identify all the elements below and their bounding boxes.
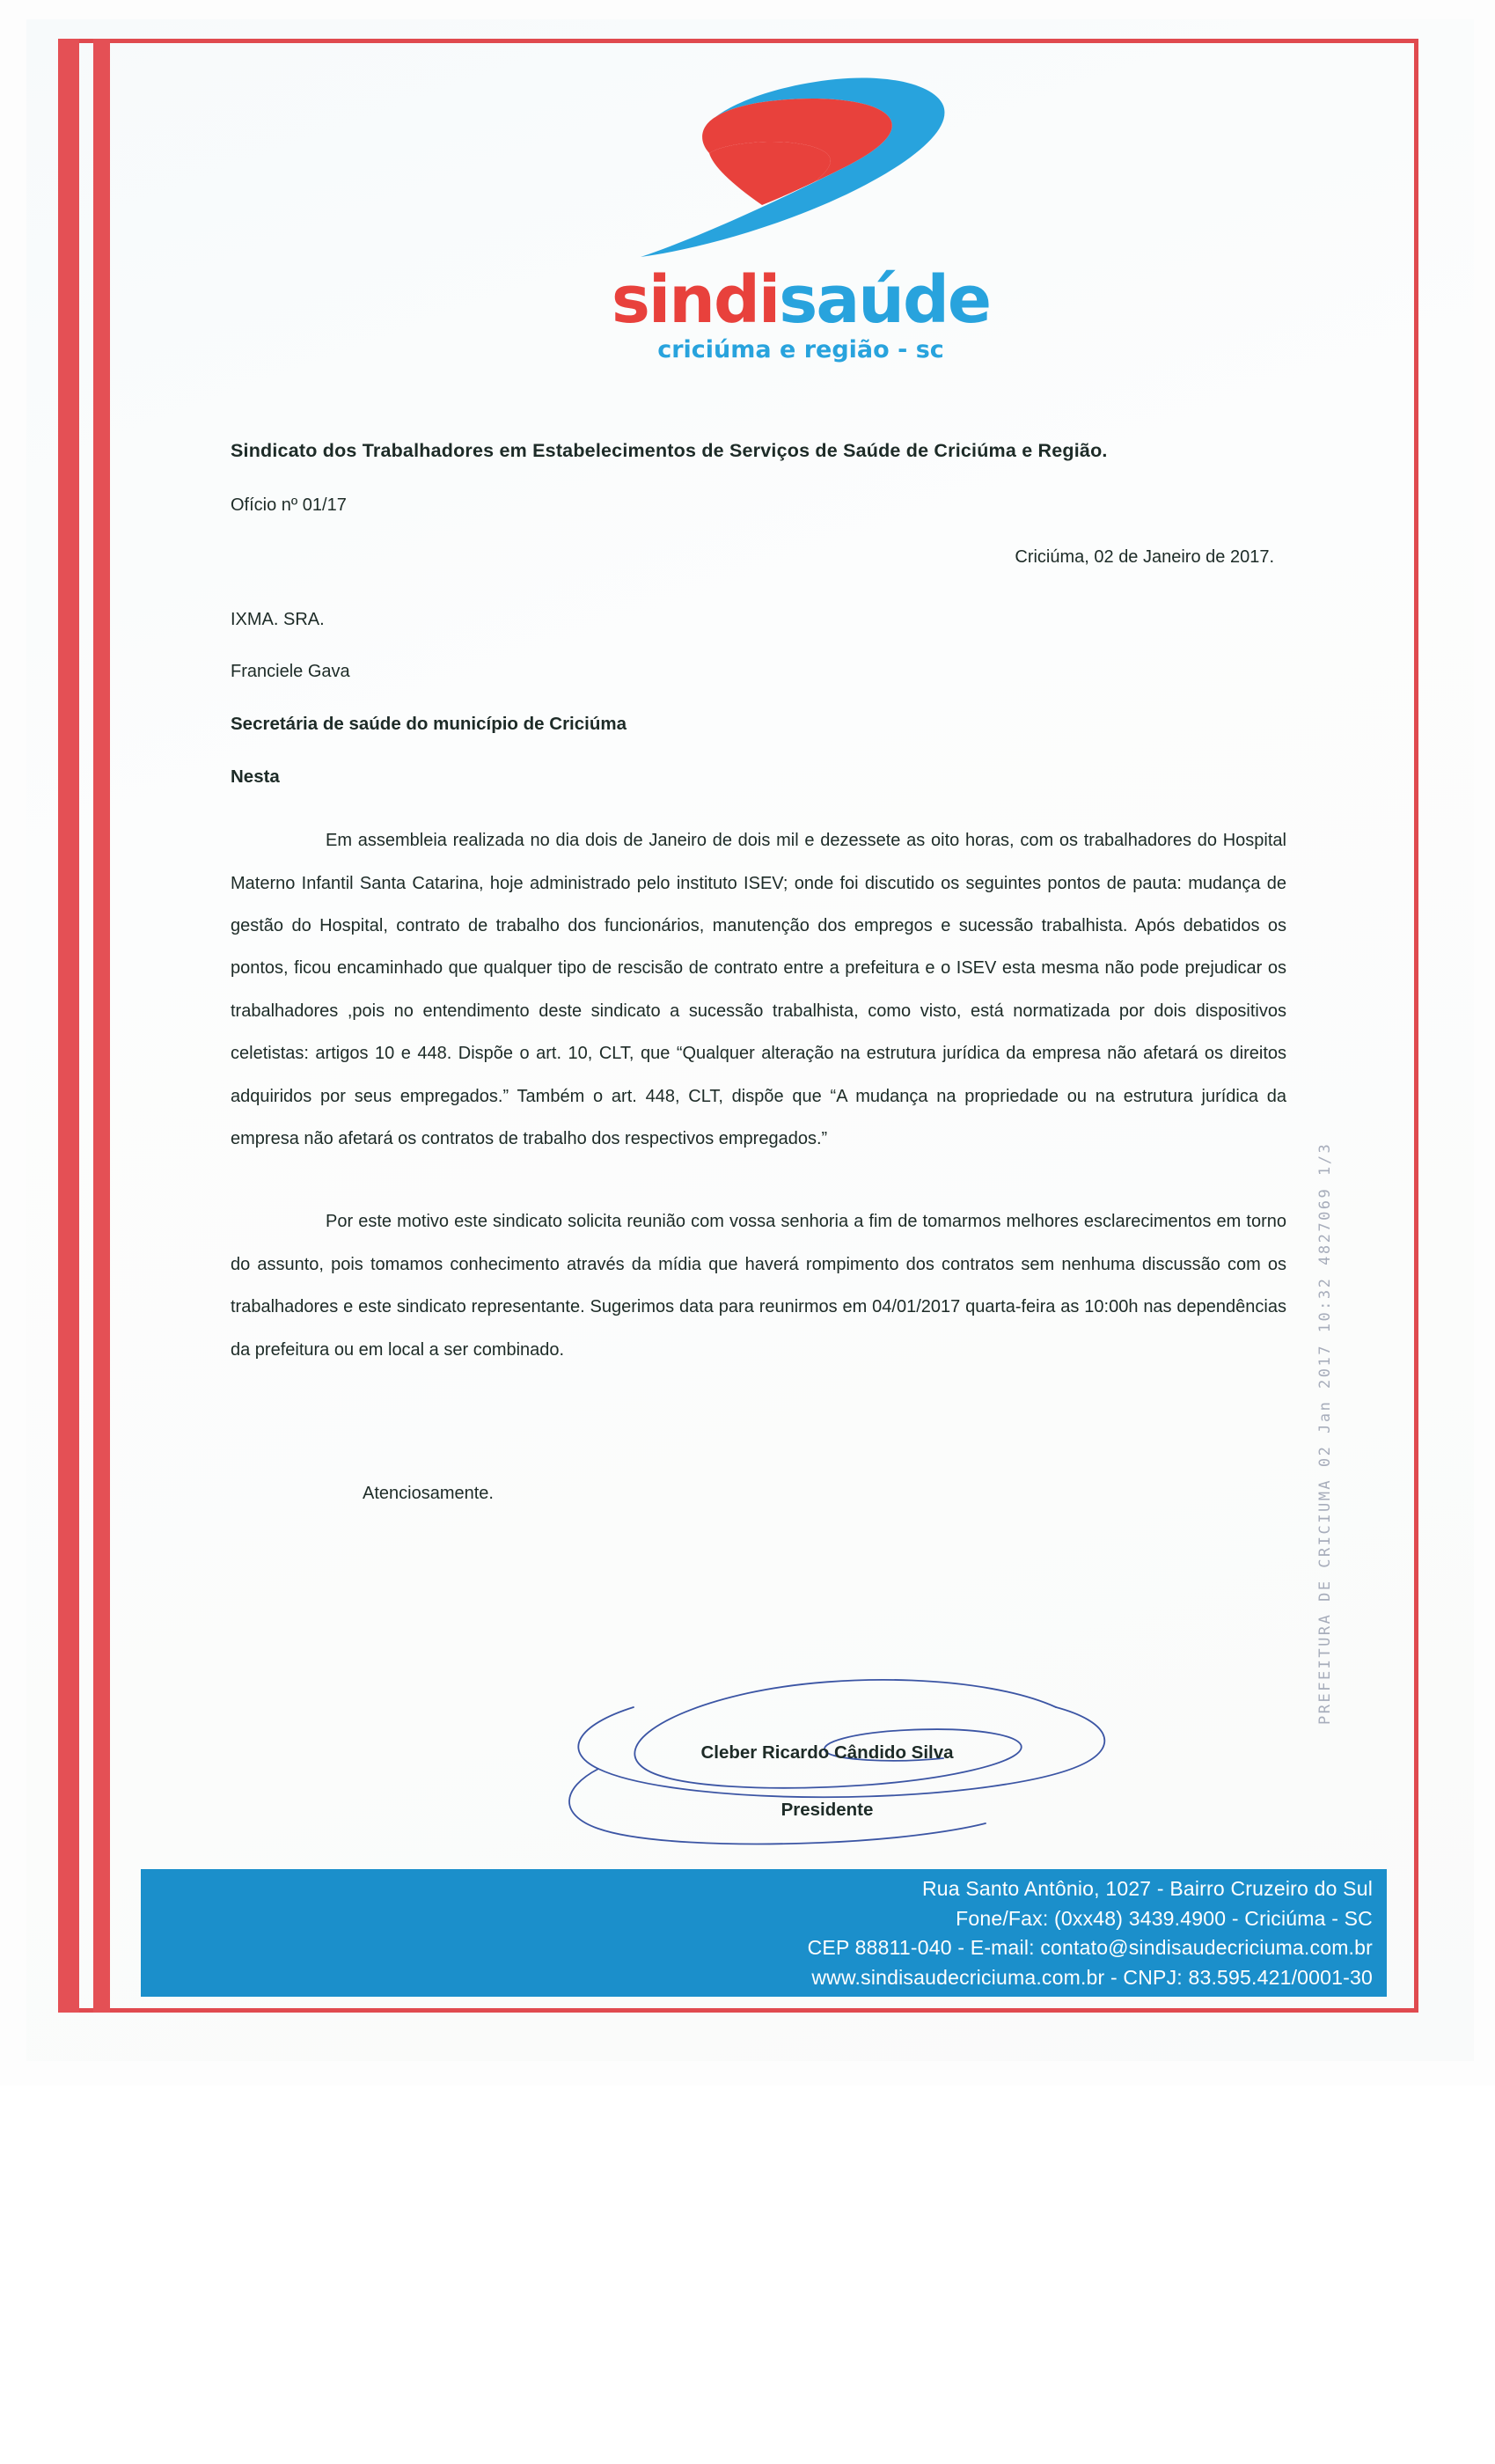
- signature-block: [493, 1654, 1162, 1848]
- footer-phone: Fone/Fax: (0xx48) 3439.4900 - Criciúma - SC: [956, 1906, 1373, 1930]
- footer-cep-email: CEP 88811-040 - E-mail: contato@sindisaudecriciuma.com.br: [807, 1936, 1373, 1960]
- border-left-inner-red-bar: [93, 39, 110, 2013]
- border-bottom-red-line: [58, 2008, 1418, 2013]
- recipient-name: Franciele Gava: [231, 662, 350, 682]
- protocol-stamp-text: PREFEITURA DE CRICIUMA 02 Jan 2017 10:32 4827069 1/3: [1316, 1141, 1334, 1725]
- signatory-role: Presidente: [780, 1800, 874, 1820]
- logo-swoosh-icon: [625, 62, 977, 273]
- recipient-role: Secretária de saúde do município de Criciúma: [231, 714, 627, 735]
- border-right-red-line: [1414, 39, 1418, 2013]
- recipient-place: Nesta: [231, 766, 280, 788]
- recipient-salutation: IXMA. SRA.: [231, 610, 325, 630]
- body-paragraph-2: Por este motivo este sindicato solicita reunião com vossa senhoria a fim de tomarmos melhores esclarecimentos em torno do assunto, pois tomamos conhecimento através da mídia que haverá rompimento dos contratos sem nenhuma discussão com os trabalhadores e este sindicato representante. Sugerimos data para reunirmos em 04/01/2017 quarta-feira as 10:00h nas dependências da prefeitura ou em local a ser combinado.: [231, 1212, 1286, 1360]
- footer-website-cnpj: www.sindisaudecriciuma.com.br - CNPJ: 83.595.421/0001-30: [811, 1965, 1373, 1989]
- logo-tagline: criciúma e região - sc: [657, 336, 944, 363]
- footer-address: Rua Santo Antônio, 1027 - Bairro Cruzeiro do Sul: [921, 1877, 1373, 1900]
- closing-salutation: Atenciosamente.: [363, 1484, 494, 1503]
- organization-title: Sindicato dos Trabalhadores em Estabelecimentos de Serviços de Saúde de Criciúma e Região.: [231, 440, 1108, 461]
- border-left-outer-red-bar: [58, 39, 79, 2013]
- body-paragraph-1: Em assembleia realizada no dia dois de Janeiro de dois mil e dezessete as oito horas, com os trabalhadores do Hospital Materno Infantil Santa Catarina, hoje administrado pelo instituto ISEV; onde foi discutido os seguintes pontos de pauta: mudança de gestão do Hospital, contrato de trabalho dos funcionários, manutenção dos empregos e sucessão trabalhista. Após debatidos os pontos, ficou encaminhado que qualquer tipo de rescisão de contrato entre a prefeitura e o ISEV esta mesma não pode prejudicar os trabalhadores ,pois no entendimento deste sindicato a sucessão trabalhista, como visto, está normatizada por dois dispositivos celetistas: artigos 10 e 448. Dispõe o art. 10, CLT, que “Qualquer alteração na estrutura jurídica da empresa não afetará os direitos adquiridos por seus empregados.” Também o art. 448, CLT, dispõe que “A mudança na propriedade ou na estrutura jurídica da empresa não afetará os contratos de trabalho dos respectivos empregados.”: [231, 831, 1286, 1149]
- sindisaude-logo: [466, 62, 1135, 405]
- signatory-name: Cleber Ricardo Cândido Silva: [700, 1742, 954, 1763]
- oficio-number: Ofício nº 01/17: [231, 495, 347, 516]
- logo-word-saude: saúde: [779, 262, 991, 338]
- letter-body: [231, 436, 1286, 1504]
- border-top-red-line: [58, 39, 1418, 43]
- logo-word-sindi: sindi: [611, 262, 780, 338]
- footer-contact-band: [141, 1869, 1387, 1997]
- logo-wordmark: [466, 262, 1135, 338]
- protocol-stamp: [1316, 1141, 1336, 1725]
- page-whitespace: [0, 2086, 1495, 2464]
- city-and-date: Criciúma, 02 de Janeiro de 2017.: [1015, 547, 1274, 568]
